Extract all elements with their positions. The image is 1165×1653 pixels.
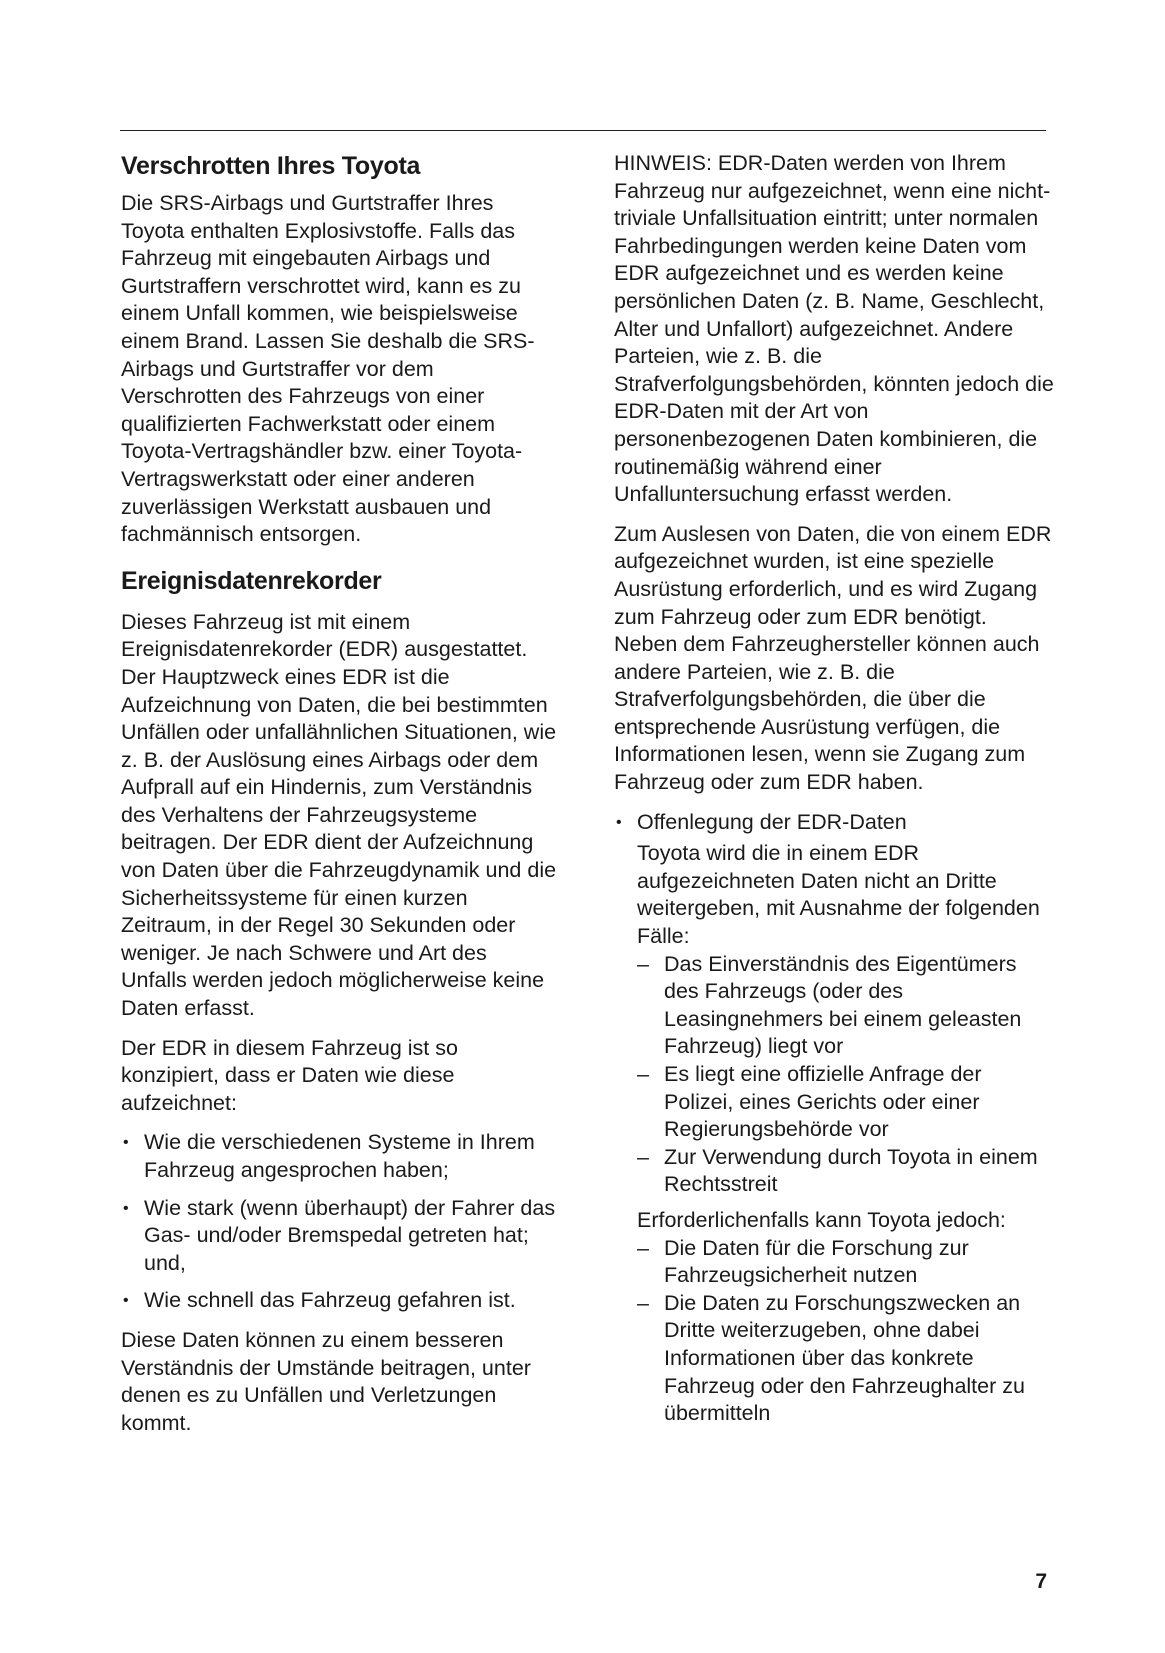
disclosure-details <box>614 840 1054 1427</box>
heading-verschrotten: Verschrotten Ihres Toyota <box>121 152 421 180</box>
left-column <box>121 150 557 1449</box>
list-item: – Zur Verwendung durch Toyota in einem Rechtsstreit <box>664 1144 1054 1199</box>
exception-list <box>637 951 1054 1199</box>
paragraph-edr-intro: Dieses Fahrzeug ist mit einem Ereignisdatenrekorder (EDR) ausgestattet. Der Hauptzweck eines EDR ist die Aufzeichnung von Daten, die bei bestimmten Unfällen oder unfallähnlichen Situationen, wie z. B. der Auslösung eines Airbags oder dem Aufprall auf ein Hindernis, zum Verständnis des Verhaltens der Fahrzeugsysteme beitragen. Der EDR dient der Aufzeichnung von Daten über die Fahrzeugdynamik und die Sicherheitssysteme für einen kurzen Zeitraum, in der Regel 30 Sekunden oder weniger. Je nach Schwere und Art des Unfalls werden jedoch möglicherweise keine Daten erfasst. <box>121 609 557 1021</box>
paragraph-erforderlich: Erforderlichenfalls kann Toyota jedoch: <box>637 1207 1006 1232</box>
paragraph-auslesen: Zum Auslesen von Daten, die von einem EDR aufgezeichnet wurden, ist eine spezielle Ausrüstung erforderlich, und es wird Zugang zum Fahrzeug oder zum EDR benötigt. Neben dem Fahrzeughersteller können auch andere Parteien, wie z. B. die Strafverfolgungsbehörden, die über die entsprechende Ausrüstung verfügen, die Informationen lesen, wenn sie Zugang zum Fahrzeug oder zum EDR haben. <box>614 521 1052 795</box>
list-item: – Die Daten zu Forschungszwecken an Dritte weiterzugeben, ohne dabei Informationen über das konkrete Fahrzeug oder den Fahrzeughalter zu übermitteln <box>664 1290 1054 1428</box>
paragraph-verschrotten: Die SRS-Airbags und Gurtstraffer Ihres Toyota enthalten Explosivstoffe. Falls das Fahrzeug mit eingebauten Airbags und Gurtstraffern verschrottet wird, kann es zu einem Unfall kommen, wie beispielsweise einem Brand. Lassen Sie deshalb die SRS-Airbags und Gurtstraffer vor dem Verschrotten des Fahrzeugs von einer qualifizierten Fachwerkstatt oder einem Toyota-Vertragshändler bzw. einer Toyota-Vertragswerkstatt oder einer anderen zuverlässigen Werkstatt ausbauen und fachmännisch entsorgen. <box>121 191 535 547</box>
right-column <box>614 150 1054 1434</box>
research-list <box>637 1235 1054 1428</box>
list-item: – Das Einverständnis des Eigentümers des Fahrzeugs (oder des Leasingnehmers bei einem geleasten Fahrzeug) liegt vor <box>664 951 1054 1061</box>
paragraph-edr-records: Der EDR in diesem Fahrzeug ist so konzipiert, dass er Daten wie diese aufzeichnet: <box>121 1035 458 1115</box>
list-item: – Die Daten für die Forschung zur Fahrzeugsicherheit nutzen <box>664 1235 1054 1290</box>
heading-edr: Ereignisdatenrekorder <box>121 566 382 595</box>
bullet-label: Offenlegung der EDR-Daten <box>637 809 907 834</box>
paragraph-edr-purpose: Diese Daten können zu einem besseren Verständnis der Umstände beitragen, unter denen es zu Unfällen und Verletzungen kommt. <box>121 1327 531 1435</box>
top-rule <box>120 130 1046 131</box>
list-item: • Wie schnell das Fahrzeug gefahren ist. <box>121 1287 557 1315</box>
list-item-offenlegung <box>614 809 1054 837</box>
disclosure-list <box>614 809 1054 837</box>
paragraph-hinweis: HINWEIS: EDR-Daten werden von Ihrem Fahrzeug nur aufgezeichnet, wenn eine nicht-triviale Unfallsituation eintritt; unter normalen Fahrbedingungen werden keine Daten vom EDR aufgezeichnet und es werden keine persönlichen Daten (z. B. Name, Geschlecht, Alter und Unfallort) aufgezeichnet. Andere Parteien, wie z. B. die Strafverfolgungsbehörden, könnten jedoch die EDR-Daten mit der Art von personenbezogenen Daten kombinieren, die routinemäßig während einer Unfalluntersuchung erfasst werden. <box>614 151 1054 507</box>
list-item: • Wie die verschiedenen Systeme in Ihrem Fahrzeug angesprochen haben; <box>121 1129 557 1184</box>
paragraph-disclosure: Toyota wird die in einem EDR aufgezeichneten Daten nicht an Dritte weitergeben, mit Ausnahme der folgenden Fälle: <box>637 841 1040 949</box>
edr-data-list <box>121 1129 557 1315</box>
list-item: – Es liegt eine offizielle Anfrage der Polizei, eines Gerichts oder einer Regierungsbehörde vor <box>664 1061 1054 1144</box>
list-item: • Wie stark (wenn überhaupt) der Fahrer das Gas- und/oder Bremspedal getreten hat; und, <box>121 1195 557 1278</box>
page-number: 7 <box>1035 1570 1047 1593</box>
